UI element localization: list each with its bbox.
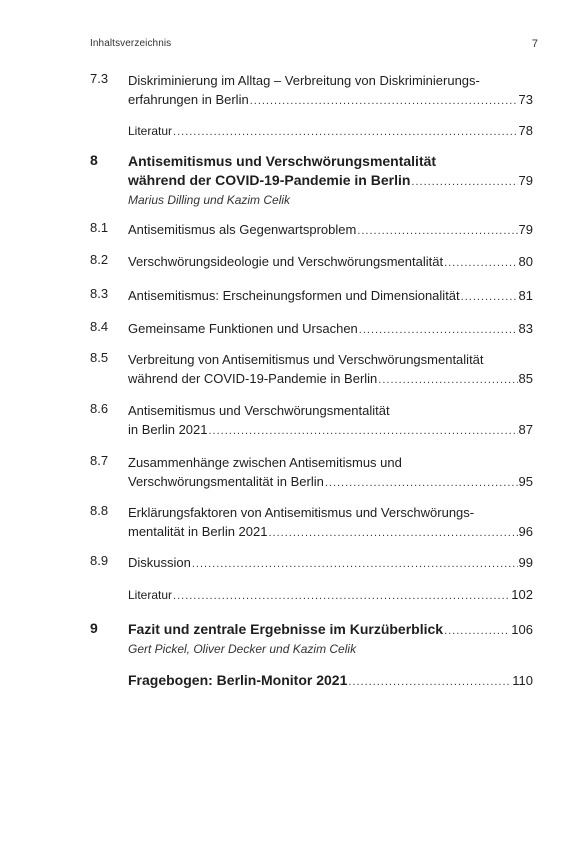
entry-title-line: Verbreitung von Antisemitismus und Verschwörungsmentalität bbox=[128, 352, 484, 367]
entry-page: 79 bbox=[518, 173, 533, 188]
entry-body bbox=[128, 585, 533, 606]
dot-leader bbox=[173, 587, 510, 606]
entry-body bbox=[128, 286, 533, 307]
section-number: 8.2 bbox=[90, 252, 109, 267]
page-number: 7 bbox=[531, 38, 538, 50]
entry-body bbox=[128, 620, 533, 657]
entry-page: 102 bbox=[511, 587, 533, 602]
entry-title-line: Antisemitismus: Erscheinungsformen und Dimensionalität bbox=[128, 288, 460, 303]
dot-leader bbox=[444, 622, 510, 641]
entry-authors: Gert Pickel, Oliver Decker und Kazim Celik bbox=[128, 642, 357, 656]
entry-title-line: Literatur bbox=[128, 124, 173, 138]
dot-leader bbox=[348, 673, 511, 692]
entry-page: 110 bbox=[512, 673, 533, 688]
entry-title-line: erfahrungen in Berlin bbox=[128, 92, 249, 107]
entry-page: 106 bbox=[511, 622, 533, 637]
section-number: 8.3 bbox=[90, 286, 109, 301]
section-number: 8.8 bbox=[90, 503, 109, 518]
entry-body bbox=[128, 220, 533, 241]
section-number: 8.6 bbox=[90, 401, 109, 416]
entry-page: 87 bbox=[518, 422, 533, 437]
dot-leader bbox=[411, 173, 517, 192]
entry-title-line: Literatur bbox=[128, 588, 173, 602]
entry-page: 81 bbox=[518, 288, 533, 303]
dot-leader bbox=[173, 123, 518, 142]
dot-leader bbox=[209, 422, 518, 441]
entry-page: 80 bbox=[518, 254, 533, 269]
running-header bbox=[90, 38, 538, 52]
section-number: 8.5 bbox=[90, 350, 109, 365]
entry-body bbox=[128, 252, 533, 273]
entry-page: 95 bbox=[518, 474, 533, 489]
entry-page: 83 bbox=[518, 321, 533, 336]
entry-title-line: mentalität in Berlin 2021 bbox=[128, 524, 268, 539]
entry-body bbox=[128, 71, 533, 111]
entry-title-line: während der COVID-19-Pandemie in Berlin bbox=[128, 371, 378, 386]
entry-body bbox=[128, 671, 533, 692]
chapter-number: 8 bbox=[90, 152, 98, 168]
running-header-title: Inhaltsverzeichnis bbox=[90, 38, 172, 49]
section-number: 8.1 bbox=[90, 220, 109, 235]
entry-title-line: während der COVID-19-Pandemie in Berlin bbox=[128, 172, 411, 188]
entry-page: 96 bbox=[518, 524, 533, 539]
entry-body bbox=[128, 319, 533, 340]
dot-leader bbox=[444, 254, 517, 273]
dot-leader bbox=[250, 92, 518, 111]
dot-leader bbox=[268, 524, 517, 543]
entry-title-line: Diskussion bbox=[128, 555, 191, 570]
entry-page: 79 bbox=[518, 222, 533, 237]
section-number: 8.7 bbox=[90, 453, 109, 468]
entry-page: 99 bbox=[518, 555, 533, 570]
entry-title-line: Erklärungsfaktoren von Antisemitismus und Verschwörungs- bbox=[128, 505, 475, 520]
entry-body bbox=[128, 350, 533, 390]
entry-title-line: Diskriminierung im Alltag – Verbreitung von Diskriminierungs- bbox=[128, 73, 480, 88]
section-number: 8.9 bbox=[90, 553, 109, 568]
entry-title-line: Antisemitismus als Gegenwartsproblem bbox=[128, 222, 357, 237]
entry-title-line: Verschwörungsmentalität in Berlin bbox=[128, 474, 324, 489]
entry-body bbox=[128, 121, 533, 142]
dot-leader bbox=[378, 371, 517, 390]
entry-body bbox=[128, 152, 533, 208]
entry-title-line: Zusammenhänge zwischen Antisemitismus und bbox=[128, 455, 402, 470]
dot-leader bbox=[357, 222, 517, 241]
entry-authors: Marius Dilling und Kazim Celik bbox=[128, 193, 291, 207]
entry-title-line: Fazit und zentrale Ergebnisse im Kurzüberblick bbox=[128, 621, 444, 637]
entry-body bbox=[128, 453, 533, 493]
entry-page: 73 bbox=[518, 92, 533, 107]
entry-title-line: Gemeinsame Funktionen und Ursachen bbox=[128, 321, 358, 336]
entry-title-line: Verschwörungsideologie und Verschwörungsmentalität bbox=[128, 254, 444, 269]
entry-page: 85 bbox=[518, 371, 533, 386]
section-number: 8.4 bbox=[90, 319, 109, 334]
dot-leader bbox=[192, 555, 518, 574]
dot-leader bbox=[359, 321, 518, 340]
section-number: 7.3 bbox=[90, 71, 109, 86]
entry-body bbox=[128, 553, 533, 574]
entry-title-line: Antisemitismus und Verschwörungsmentalität bbox=[128, 153, 437, 169]
entry-title-line: Antisemitismus und Verschwörungsmentalität bbox=[128, 403, 390, 418]
entry-title-line: Fragebogen: Berlin-Monitor 2021 bbox=[128, 672, 348, 688]
entry-body bbox=[128, 503, 533, 543]
entry-title-line: in Berlin 2021 bbox=[128, 422, 208, 437]
dot-leader bbox=[325, 474, 518, 493]
entry-body bbox=[128, 401, 533, 441]
entry-page: 78 bbox=[518, 123, 533, 138]
dot-leader bbox=[461, 288, 518, 307]
chapter-number: 9 bbox=[90, 620, 98, 636]
